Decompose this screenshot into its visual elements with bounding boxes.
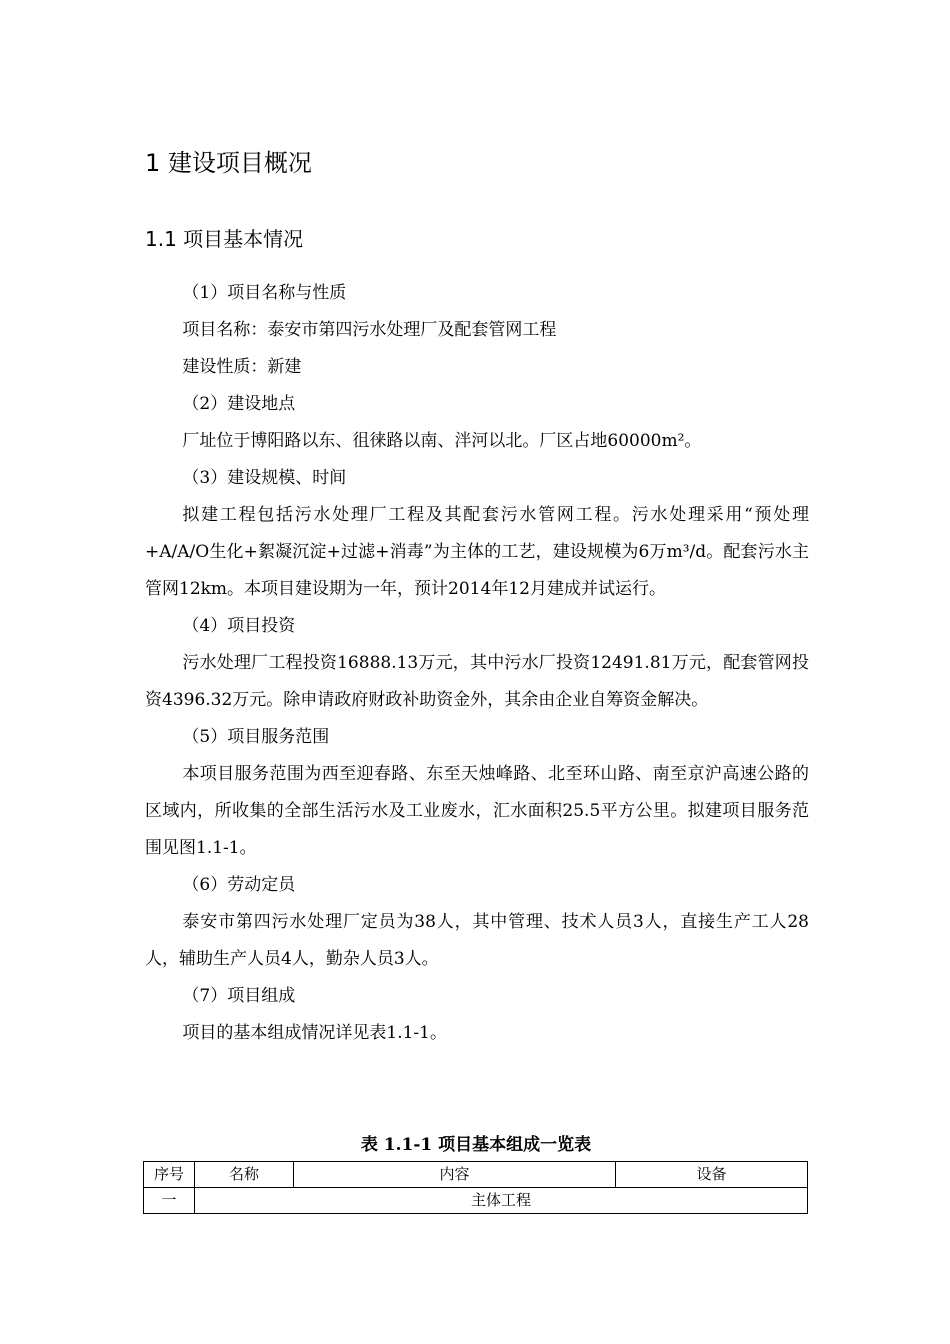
body-text [145, 275, 809, 1052]
table-row [144, 1188, 808, 1214]
paragraph-item-2: （2）建设地点 [182, 394, 296, 414]
paragraph-investment: 污水处理厂工程投资16888.13万元，其中污水厂投资12491.81万元，配套管网投资4396.32万元。除申请政府财政补助资金外，其余由企业自筹资金解决。 [145, 653, 809, 710]
paragraph-scale: 拟建工程包括污水处理厂工程及其配套污水管网工程。污水处理采用“预处理+A/A/O生化+絮凝沉淀+过滤+消毒”为主体的工艺，建设规模为6万m³/d。配套污水主管网12km。本项目建设期为一年，预计2014年12月建成并试运行。 [145, 505, 809, 599]
paragraph-project-nature: 建设性质：新建 [182, 357, 302, 377]
paragraph-location: 厂址位于博阳路以东、徂徕路以南、泮河以北。厂区占地60000m²。 [182, 431, 702, 451]
header-cell-equipment: 设备 [616, 1162, 808, 1188]
paragraph-item-4: （4）项目投资 [182, 616, 296, 636]
row-cell-section: 主体工程 [195, 1188, 808, 1214]
paragraph-item-7: （7）项目组成 [182, 986, 296, 1006]
paragraph-service-area: 本项目服务范围为西至迎春路、东至天烛峰路、北至环山路、南至京沪高速公路的区域内，所收集的全部生活污水及工业废水，汇水面积25.5平方公里。拟建项目服务范围见图1.1-1。 [145, 764, 809, 858]
header-cell-name: 名称 [195, 1162, 294, 1188]
header-cell-no: 序号 [144, 1162, 195, 1188]
header-cell-content: 内容 [294, 1162, 616, 1188]
table-header-row [144, 1162, 808, 1188]
paragraph-item-6: （6）劳动定员 [182, 875, 296, 895]
section-heading: 1.1 项目基本情况 [145, 227, 304, 251]
paragraph-item-3: （3）建设规模、时间 [182, 468, 347, 488]
row-cell-no: 一 [144, 1188, 195, 1214]
paragraph-composition: 项目的基本组成情况详见表1.1-1。 [182, 1023, 447, 1043]
paragraph-item-1: （1）项目名称与性质 [182, 283, 347, 303]
composition-table [143, 1161, 808, 1214]
paragraph-staffing: 泰安市第四污水处理厂定员为38人，其中管理、技术人员3人，直接生产工人28人，辅助生产人员4人，勤杂人员3人。 [145, 912, 809, 969]
paragraph-project-name: 项目名称：泰安市第四污水处理厂及配套管网工程 [182, 320, 557, 340]
paragraph-item-5: （5）项目服务范围 [182, 727, 330, 747]
chapter-heading: 1 建设项目概况 [145, 149, 312, 177]
table-caption: 表 1.1-1 项目基本组成一览表 [360, 1135, 592, 1155]
